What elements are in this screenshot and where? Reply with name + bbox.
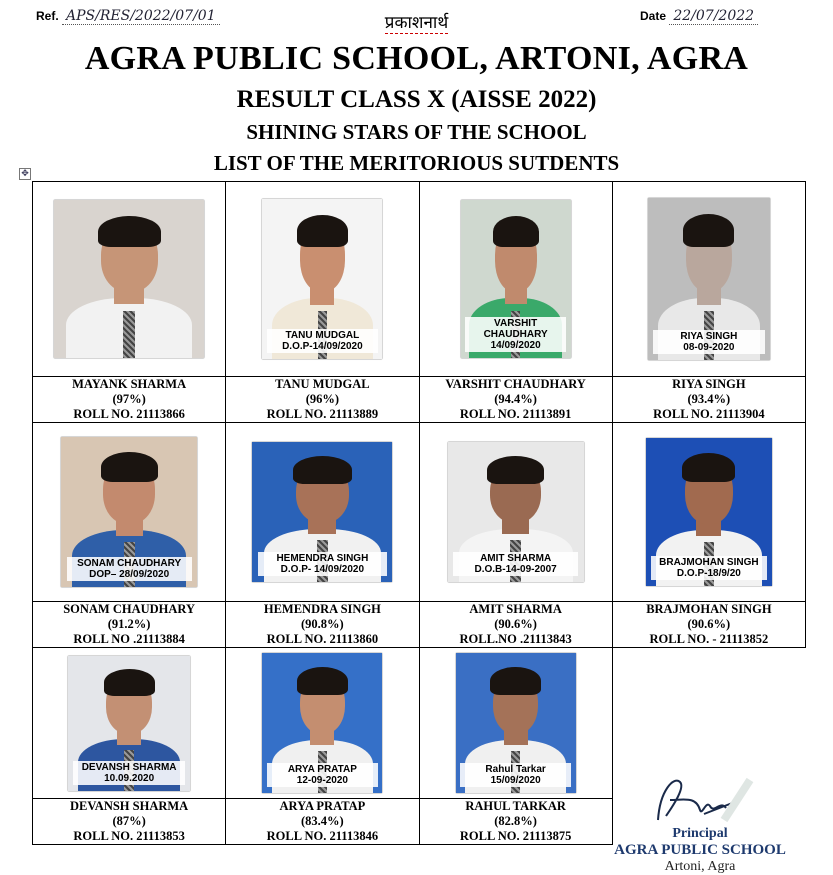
- student-photo: [448, 442, 584, 582]
- student-name: BRAJMOHAN SINGH: [646, 602, 772, 616]
- student-pct: (96%): [305, 392, 340, 406]
- ref-label: Ref.: [36, 9, 59, 23]
- school-name: AGRA PUBLIC SCHOOL, ARTONI, AGRA: [84, 40, 749, 77]
- student-photo-cell: [226, 423, 419, 602]
- student-name: MAYANK SHARMA: [72, 377, 187, 391]
- signature-mark: [640, 770, 760, 826]
- student-name: ARYA PRATAP: [279, 799, 366, 813]
- student-photo-cell: [419, 648, 612, 799]
- student-name: TANU MUDGAL: [275, 377, 370, 391]
- student-name: VARSHIT CHAUDHARY: [445, 377, 586, 391]
- student-photo-cell: [612, 423, 805, 602]
- student-photo: [262, 653, 382, 793]
- student-info: [419, 799, 612, 845]
- student-photo-cell: [612, 182, 805, 377]
- student-info: [226, 377, 419, 423]
- student-pct: (82.8%): [494, 814, 537, 828]
- student-roll: ROLL.NO .21113843: [459, 632, 572, 646]
- student-pct: (93.4%): [687, 392, 731, 406]
- table-move-handle-icon[interactable]: ✥: [19, 168, 31, 180]
- photo-caption: TANU MUDGAL D.O.P-14/09/2020: [267, 329, 377, 353]
- student-pct: (91.2%): [107, 617, 151, 631]
- photo-caption: AMIT SHARMA D.O.B-14-09-2007: [453, 552, 578, 576]
- student-info: [33, 602, 226, 648]
- student-photo-cell: [33, 423, 226, 602]
- student-roll: ROLL NO. 21113875: [459, 829, 572, 843]
- photo-caption: RIYA SINGH 08-09-2020: [653, 330, 765, 354]
- photo-caption: HEMENDRA SINGH D.O.P- 14/09/2020: [258, 552, 387, 576]
- student-pct: (97%): [112, 392, 146, 406]
- student-pct: (90.6%): [687, 617, 731, 631]
- student-roll: ROLL NO. 21113846: [266, 829, 379, 843]
- photo-caption: BRAJMOHAN SINGH D.O.P-18/9/20: [651, 556, 767, 580]
- principal-signature-block: [600, 770, 800, 875]
- student-info: [33, 377, 226, 423]
- student-photo: [252, 442, 392, 582]
- student-roll: ROLL NO. 21113891: [459, 407, 572, 421]
- list-title: LIST OF THE MERITORIOUS SUTDENTS: [213, 151, 620, 175]
- student-pct: (90.6%): [494, 617, 537, 631]
- student-roll: ROLL NO. 21113860: [266, 632, 379, 646]
- student-photo: [61, 437, 197, 587]
- student-photo: [648, 198, 770, 360]
- signature-place: Artoni, Agra: [664, 859, 736, 874]
- subtitle: SHINING STARS OF THE SCHOOL: [246, 120, 587, 144]
- date-field: [640, 8, 758, 24]
- student-photo: [262, 199, 382, 359]
- ref-value: APS/RES/2022/07/01: [62, 8, 220, 25]
- result-title: RESULT CLASS X (AISSE 2022): [236, 86, 597, 113]
- student-photo: [54, 200, 204, 358]
- student-info: [226, 799, 419, 845]
- student-name: SONAM CHAUDHARY: [63, 602, 196, 616]
- student-roll: ROLL NO. - 21113852: [649, 632, 769, 646]
- student-photo-cell: [33, 648, 226, 799]
- student-name: DEVANSH SHARMA: [70, 799, 189, 813]
- student-info: [612, 602, 805, 648]
- signature-title: Principal: [672, 826, 728, 841]
- photo-caption: Rahul Tarkar 15/09/2020: [460, 763, 570, 787]
- student-name: HEMENDRA SINGH: [263, 602, 381, 616]
- student-photo: [68, 656, 190, 791]
- student-pct: (94.4%): [494, 392, 537, 406]
- student-roll: ROLL NO. 21113889: [266, 407, 379, 421]
- date-value: 22/07/2022: [669, 8, 758, 25]
- signature-school: AGRA PUBLIC SCHOOL: [614, 842, 786, 858]
- student-info: [33, 799, 226, 845]
- student-info: [419, 377, 612, 423]
- student-name: RAHUL TARKAR: [465, 799, 566, 813]
- student-info: [226, 602, 419, 648]
- student-photo: [456, 653, 576, 793]
- photo-caption: ARYA PRATAP 12-09-2020: [267, 763, 377, 787]
- student-photo-cell: [226, 648, 419, 799]
- student-roll: ROLL NO. 21113853: [73, 829, 185, 843]
- student-photo-cell: [226, 182, 419, 377]
- student-pct: (83.4%): [301, 814, 344, 828]
- date-label: Date: [640, 9, 667, 23]
- student-info: [419, 602, 612, 648]
- photo-caption: DEVANSH SHARMA 10.09.2020: [73, 761, 185, 785]
- student-photo-cell: [419, 423, 612, 602]
- student-info: [612, 377, 805, 423]
- student-pct: (90.8%): [301, 617, 344, 631]
- student-photo-cell: [419, 182, 612, 377]
- students-table: [32, 181, 806, 845]
- photo-caption: VARSHIT CHAUDHARY 14/09/2020: [465, 317, 566, 352]
- student-name: AMIT SHARMA: [469, 602, 562, 616]
- student-photo-cell: [33, 182, 226, 377]
- student-roll: ROLL NO. 21113866: [73, 407, 185, 421]
- student-pct: (87%): [112, 814, 146, 828]
- student-roll: ROLL NO .21113884: [73, 632, 185, 646]
- student-photo: [461, 200, 571, 358]
- student-name: RIYA SINGH: [672, 377, 746, 391]
- photo-caption: SONAM CHAUDHARY DOP– 28/09/2020: [67, 557, 192, 581]
- student-roll: ROLL NO. 21113904: [653, 407, 765, 421]
- student-photo: [646, 438, 772, 586]
- hindi-heading: प्रकाशनार्थ: [384, 13, 449, 33]
